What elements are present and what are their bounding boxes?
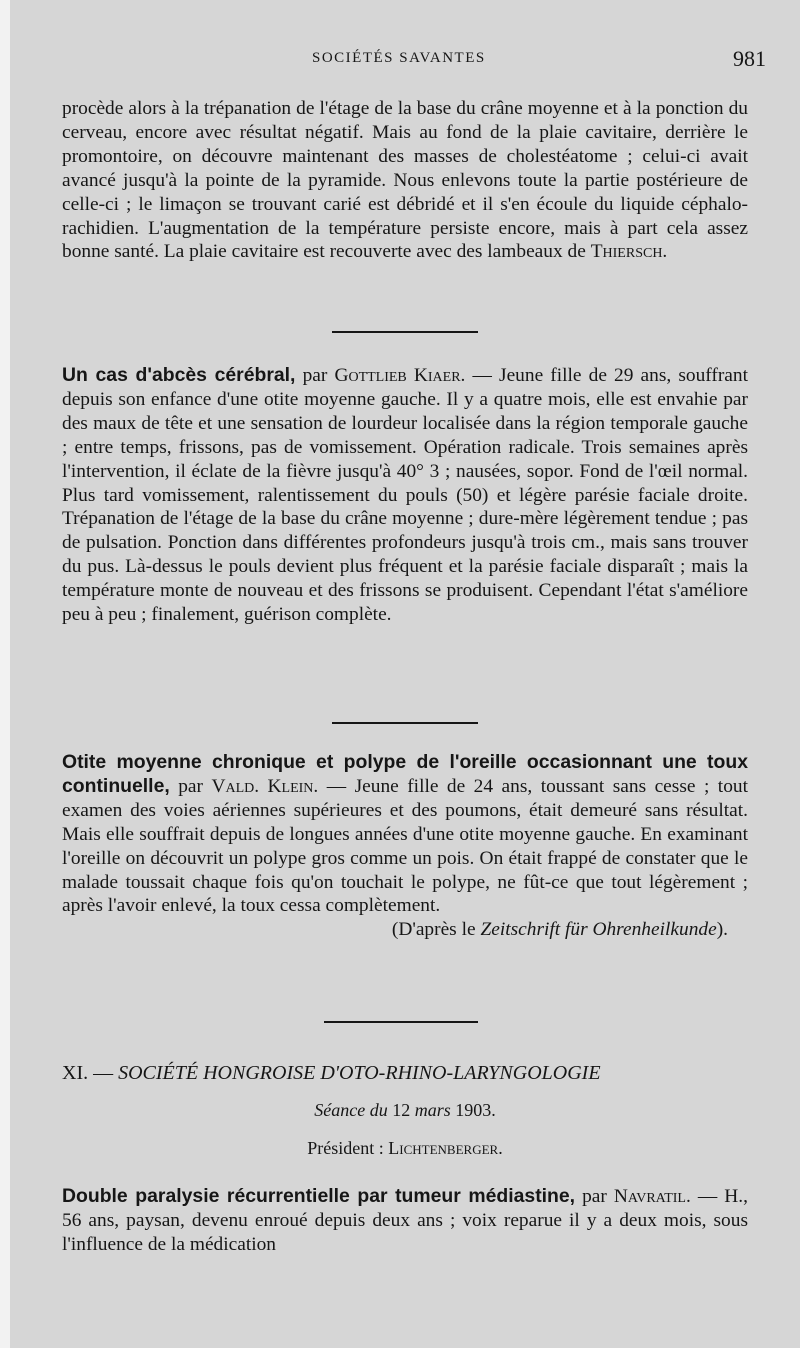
article-author: Navratil. bbox=[613, 1186, 691, 1207]
article-author: Gottlieb Kiaer. bbox=[334, 365, 466, 386]
article-abces-cerebral bbox=[62, 364, 748, 627]
par-word: par bbox=[582, 1186, 607, 1207]
article-paralysie bbox=[62, 1185, 748, 1257]
section-heading bbox=[62, 1062, 748, 1086]
article-author: Vald. Klein. bbox=[211, 775, 319, 797]
separator-rule bbox=[332, 722, 478, 724]
section-number: XI. — bbox=[62, 1062, 114, 1084]
article-body: — Jeune fille de 29 ans, souffrant depuis son enfance d'une otite moyenne gauche. Il y a quatre mois, elle est envahie par des maux de tête et une sensation de lourdeur localisée dans la région temporale gauche ; entre temps, frissons, pas de vomissement. Opération radicale. Trois semaines après l'intervention, il éclate de la fièvre jusqu'à 40° 3 ; nausées, sopor. Fond de l'œil normal. Plus tard vomissement, ralentissement du pouls (50) et légère parésie faciale droite. Trépanation de l'étage de la base du crâne moyenne ; dure-mère légèrement tendue ; pas de pulsation. Ponction dans différentes profondeurs jusqu'à trois cm., mais sans trouver du pus. Là-dessus le pouls devient plus fréquent et la parésie faciale disparaît ; mais la température monte de nouveau et des frissons se produisent. Cependant l'état s'améliore peu à peu ; finalement, guérison complète. bbox=[62, 365, 748, 626]
page-number: 981 bbox=[733, 46, 766, 71]
par-word: par bbox=[302, 365, 328, 386]
separator-rule bbox=[324, 1021, 478, 1023]
running-header bbox=[10, 48, 800, 78]
article-title: Double paralysie récurrentielle par tumeur médiastine, bbox=[62, 1185, 576, 1207]
president-label: Président : bbox=[307, 1138, 384, 1158]
section-title: SOCIÉTÉ HONGROISE D'OTO-RHINO-LARYNGOLOGIE bbox=[118, 1062, 601, 1084]
continued-paragraph bbox=[62, 97, 748, 264]
article-body: — H., 56 ans, paysan, devenu enroué depuis deux ans ; voix reparue il y a deux mois, sous l'influence de la médication bbox=[62, 1186, 748, 1255]
article-body: — Jeune fille de 24 ans, toussant sans cesse ; tout examen des voies aériennes supérieures et des poumons, était demeuré sans résultat. Mais elle souffrait depuis de longues années d'une otite moyenne gauche. En examinant l'oreille on découvrit un polype gros comme un pois. On était frappé de constater que le malade toussait chaque fois qu'on touchait le polype, ne fût-ce que tout légèrement ; après l'avoir enlevé, la toux cessa complètement. bbox=[62, 775, 748, 917]
journal-name: Zeitschrift für Ohrenheilkunde bbox=[480, 919, 717, 941]
continued-text: procède alors à la trépanation de l'étage de la base du crâne moyenne et à la ponction du cerveau, encore avec résultat négatif. Mais au fond de la plaie cavitaire, derrière le promontoire, on découvre maintenant des masses de cholestéatome ; celui-ci avait avancé jusqu'à la pointe de la pyramide. Nous enlevons toute la partie postérieure de celle-ci ; le limaçon se trouvant carié est débridé et il s'en écoule du liquide céphalo-rachidien. L'augmentation de la température persiste encore, mais à part cela assez bonne santé. La plaie cavitaire est recouverte avec des lambeaux de bbox=[62, 98, 748, 263]
article-title: Otite moyenne chronique et polype de l'oreille occasionnant une toux continuelle, bbox=[62, 751, 748, 797]
scanned-page bbox=[10, 0, 800, 1348]
separator-rule bbox=[332, 331, 478, 333]
session-line: Séance du 12 mars 1903. bbox=[314, 1100, 496, 1120]
article-title: Un cas d'abcès cérébral, bbox=[62, 364, 296, 386]
par-word: par bbox=[178, 775, 203, 797]
article-otite-polype bbox=[62, 751, 748, 942]
author-thiersch: Thiersch. bbox=[590, 241, 668, 263]
president-line bbox=[62, 1137, 748, 1161]
president-name: Lichtenberger. bbox=[388, 1138, 503, 1158]
source-citation: (D'après le Zeitschrift für Ohrenheilkunde). bbox=[391, 919, 728, 941]
running-title: SOCIÉTÉS SAVANTES bbox=[312, 50, 486, 66]
page-gutter bbox=[0, 0, 10, 1348]
